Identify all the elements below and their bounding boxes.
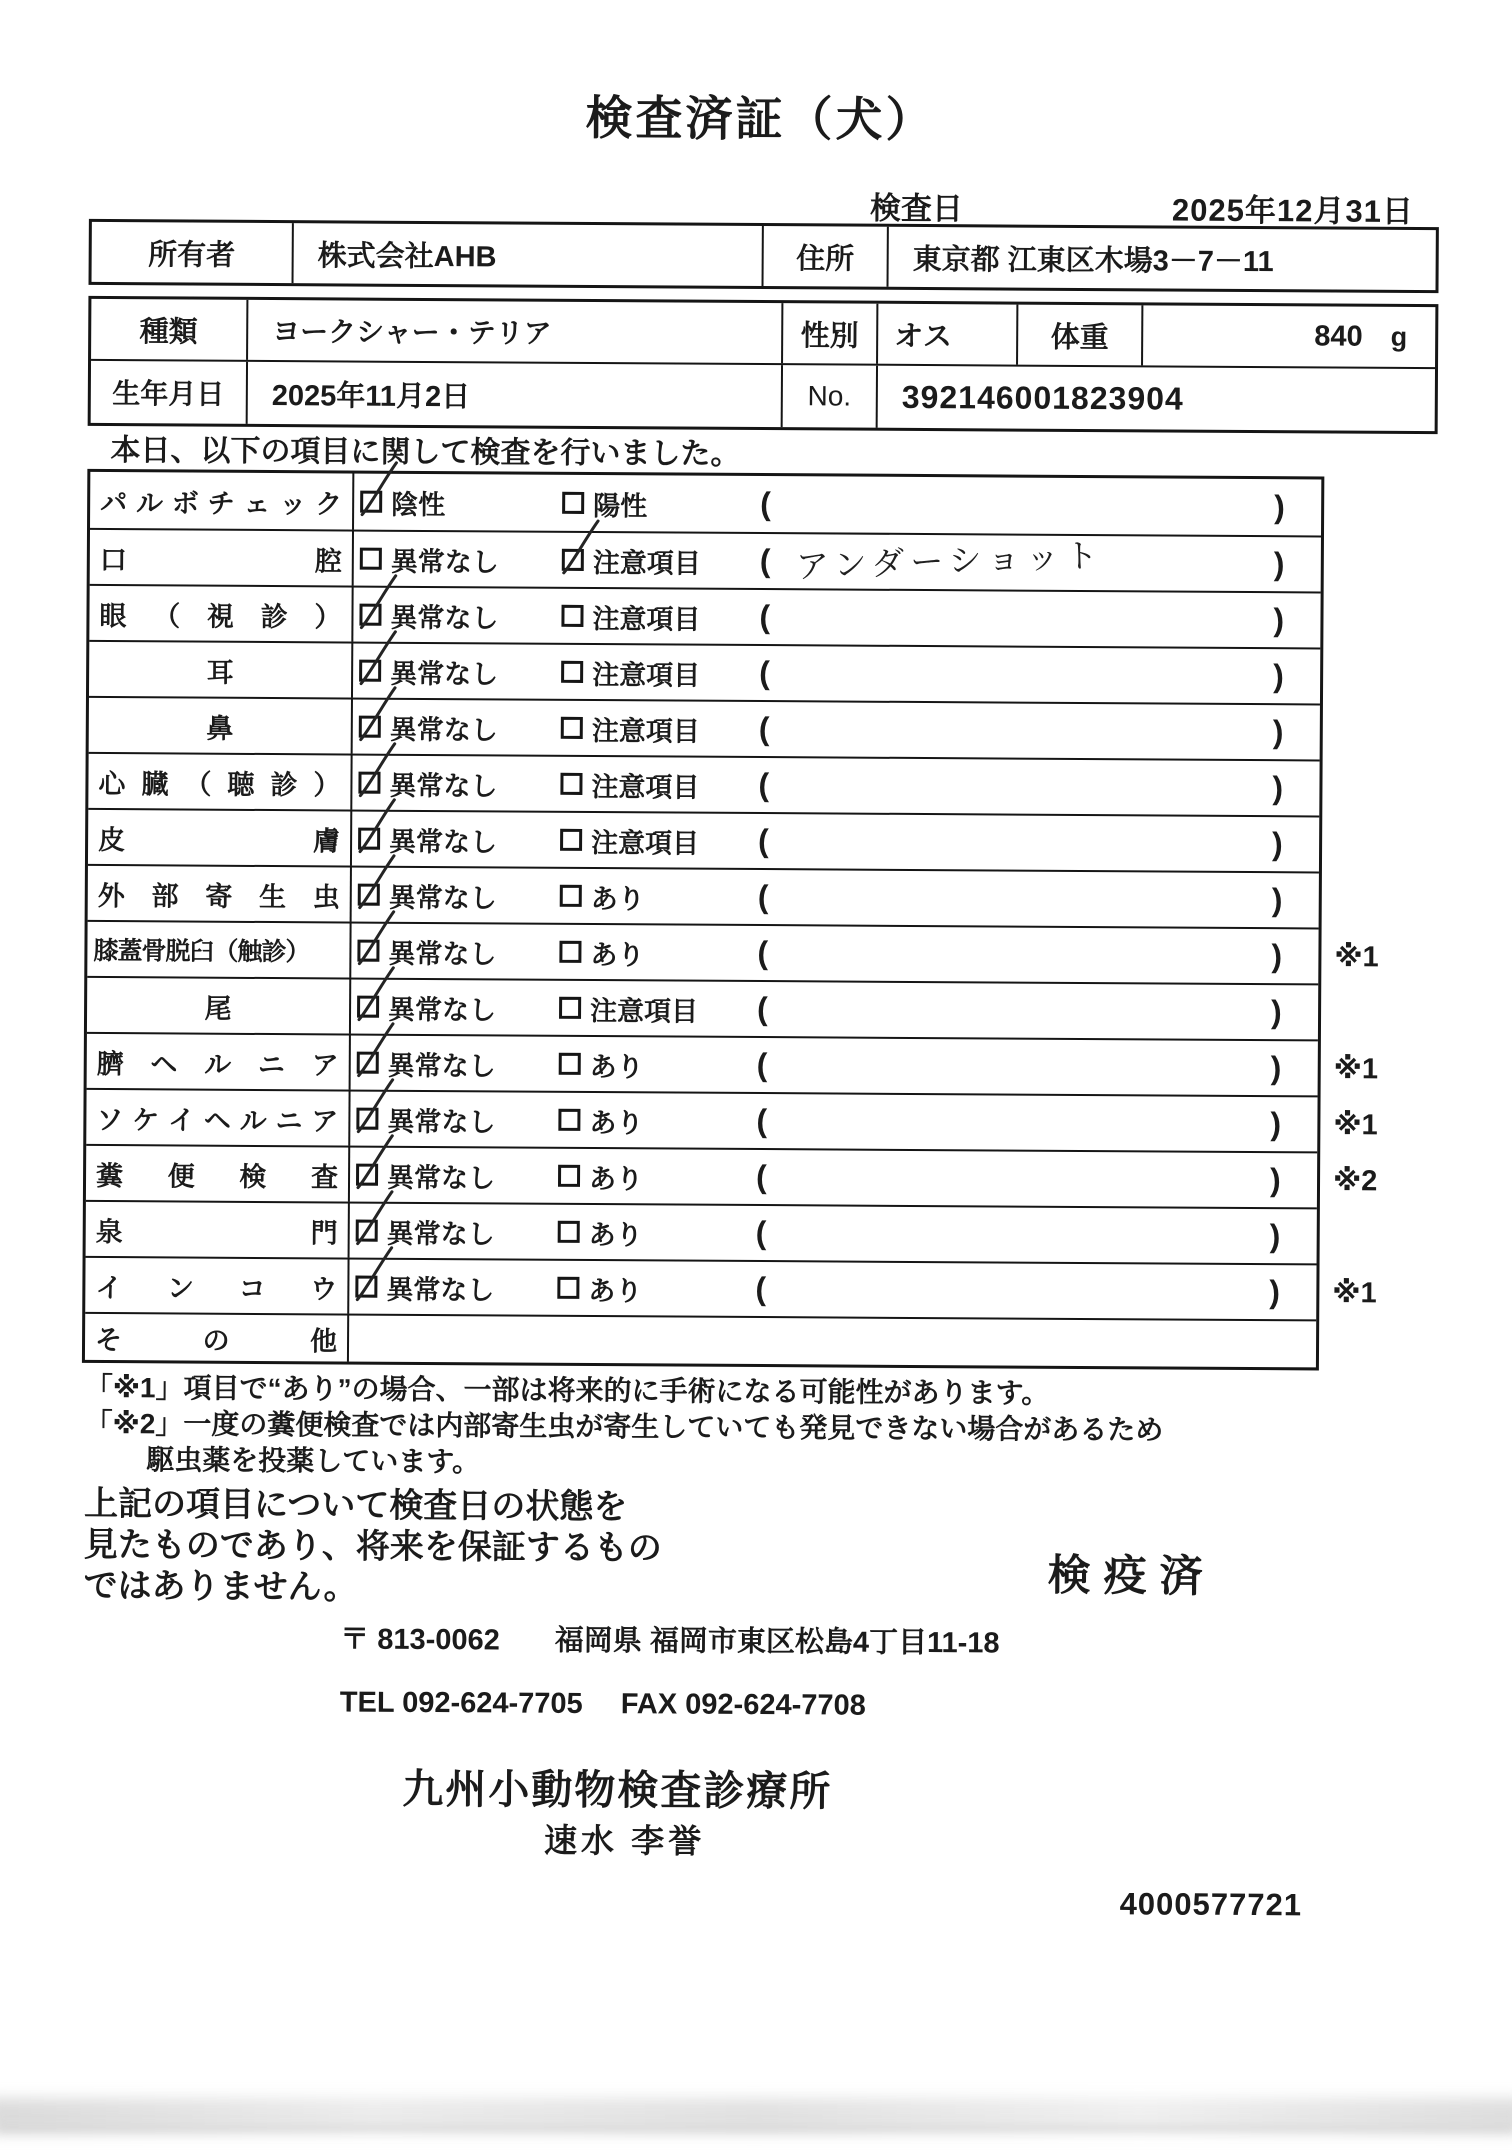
paren-close: ): [1272, 769, 1284, 806]
paren-close: ): [1273, 657, 1284, 694]
exam-row-content: [350, 1148, 1317, 1208]
exam-row-content: [352, 756, 1319, 816]
exam-row: [87, 1032, 1379, 1096]
exam-option: [357, 1036, 496, 1091]
exam-item-label: 膝蓋骨脱臼（触診）: [87, 922, 351, 978]
paren-close: ): [1270, 1049, 1282, 1086]
disclaimer-statement: [83, 1484, 662, 1611]
checkbox-checked: [357, 1052, 379, 1074]
checkbox-checked: [355, 1276, 377, 1298]
paren-open: (: [755, 1158, 767, 1195]
exam-item-label: 皮 膚: [88, 810, 352, 866]
clinic-tel: TEL 092-624-7705: [339, 1686, 583, 1720]
exam-item-label: 外 部 寄 生 虫: [88, 866, 352, 922]
exam-option: [359, 588, 498, 643]
paren-close: ): [1269, 1217, 1281, 1254]
exam-option: [558, 1093, 643, 1148]
checkbox-checked: [356, 1220, 378, 1242]
serial-number: 4000577721: [1119, 1886, 1303, 1923]
exam-row: [85, 1256, 1377, 1320]
exam-option: [562, 475, 647, 532]
exam-option: [356, 1092, 495, 1147]
exam-row: [89, 696, 1320, 760]
exam-option-label: 注意項目: [591, 771, 700, 803]
exam-row: [89, 640, 1320, 704]
inspection-date-value: 2025年12月31日: [1171, 192, 1415, 230]
paren-close: ): [1269, 1273, 1281, 1310]
paren-open: (: [757, 878, 769, 915]
exam-item-label: そ の 他: [85, 1314, 349, 1362]
exam-option: [561, 589, 700, 644]
checkbox-checked: [357, 940, 379, 962]
exam-option: [559, 925, 644, 980]
sex-value: オス: [876, 304, 1016, 365]
sex-label: 性別: [781, 303, 876, 364]
exam-option-label: 異常なし: [389, 770, 498, 801]
exam-item-label: 眼 （ 視 診 ）: [89, 586, 353, 642]
exam-option-label: あり: [588, 1163, 644, 1194]
exam-option-label: 異常なし: [388, 882, 497, 913]
exam-row: [88, 808, 1319, 872]
paren-open: (: [755, 1270, 767, 1307]
disclaimer-line-2: 見たものであり、将来を保証するもの: [83, 1525, 662, 1568]
exam-option-label: あり: [589, 1051, 644, 1082]
exam-option-label: 異常なし: [388, 938, 497, 969]
owner-label: 所有者: [148, 238, 236, 272]
paren-open: (: [759, 598, 771, 635]
exam-row: [88, 864, 1319, 928]
exam-row: [89, 584, 1320, 648]
checkbox-checked: [356, 1164, 378, 1186]
birth-label: 生年月日: [112, 378, 225, 410]
exam-option: [359, 644, 498, 699]
exam-row: [87, 920, 1379, 984]
disclaimer-line-1: 上記の項目について検査日の状態を: [83, 1484, 628, 1527]
exam-option-label: 異常なし: [386, 1162, 496, 1193]
exam-option: [357, 980, 496, 1035]
paren-close: ): [1272, 713, 1284, 750]
reference-mark: ※1: [1333, 1109, 1378, 1142]
exam-row-content: [354, 532, 1321, 592]
exam-option: [559, 1037, 644, 1092]
exam-option-label: 異常なし: [390, 602, 499, 633]
paren-close: ): [1271, 881, 1283, 918]
exam-row: [85, 1312, 1316, 1368]
paren-open: (: [758, 822, 769, 859]
exam-option-label: 陽性: [593, 490, 648, 521]
checkbox-unchecked: [560, 885, 582, 907]
exam-row-content: [354, 474, 1321, 536]
paren-open: (: [759, 654, 770, 691]
checkbox-unchecked: [557, 1277, 579, 1299]
checkbox-checked: [562, 549, 584, 571]
exam-item-label: 糞 便 検 査: [86, 1146, 350, 1202]
address-label: 住所: [762, 226, 887, 287]
clinic-postal-line: [340, 1616, 1000, 1661]
paren-open: (: [757, 934, 769, 971]
exam-option: [560, 813, 699, 868]
exam-option-label: 注意項目: [591, 715, 700, 747]
checkbox-checked: [359, 604, 381, 626]
exam-table: [82, 469, 1379, 1371]
exam-item-label: 心 臓 （ 聴 診 ）: [88, 754, 352, 810]
exam-row-content: [349, 1260, 1316, 1320]
exam-option: [558, 1149, 643, 1204]
intro-text: 本日、以下の項目に関して検査を行いました。: [110, 434, 741, 471]
reference-mark: ※1: [1333, 1053, 1379, 1086]
exam-option-label: 異常なし: [387, 994, 497, 1025]
page-title: 検査済証（犬）: [585, 90, 936, 147]
exam-option: [355, 1260, 494, 1315]
checkbox-checked: [357, 996, 379, 1018]
paren-open: (: [755, 1214, 767, 1251]
exam-option-label: あり: [589, 1107, 644, 1138]
exam-option: [560, 757, 699, 812]
pet-table-row-2: [91, 361, 1435, 431]
weight-cell: [1141, 305, 1435, 367]
paren-close: ): [1270, 1105, 1282, 1142]
checkbox-unchecked: [560, 829, 582, 851]
exam-option: [558, 1205, 643, 1260]
exam-option-label: 注意項目: [591, 827, 700, 859]
clinic-address: 福岡県 福岡市東区松島4丁目11-18: [554, 1624, 1000, 1660]
checkbox-unchecked: [559, 997, 581, 1019]
checkbox-checked: [356, 1108, 378, 1130]
reference-mark: ※1: [1334, 941, 1379, 974]
exam-row-content: [349, 1316, 1316, 1368]
exam-option-label: 異常なし: [386, 1274, 495, 1305]
exam-row: [86, 1088, 1378, 1152]
paren-open: (: [759, 542, 771, 579]
checkbox-checked: [358, 884, 380, 906]
checkbox-unchecked: [360, 548, 382, 570]
checkbox-checked: [360, 491, 382, 513]
weight-unit: g: [1390, 321, 1408, 352]
birth-value: 2025年11月2日: [246, 362, 781, 427]
checkbox-unchecked: [561, 717, 583, 739]
number-value: 392146001823904: [876, 366, 1435, 431]
checkbox-checked: [359, 716, 381, 738]
exam-row-content: [352, 812, 1319, 872]
exam-option: [356, 1148, 495, 1203]
exam-option: [358, 756, 497, 811]
paren-open: (: [758, 766, 770, 803]
quarantine-passed-stamp: 検疫済: [1047, 1551, 1216, 1601]
exam-row-content: [353, 644, 1320, 704]
exam-row: [86, 1200, 1317, 1264]
exam-item-label: 鼻: [89, 698, 353, 754]
exam-item-label: 尾: [87, 978, 351, 1034]
weight-label: 体重: [1016, 305, 1141, 366]
exam-option-label: 陰性: [391, 489, 446, 520]
inspection-date-label: 検査日: [869, 190, 964, 227]
exam-option: [359, 700, 498, 755]
paren-close: ): [1273, 545, 1285, 582]
exam-row: [86, 1144, 1378, 1208]
exam-row: [88, 752, 1319, 816]
checkbox-unchecked: [559, 941, 581, 963]
exam-option: [360, 474, 445, 531]
checkbox-checked: [358, 772, 380, 794]
scan-smear-artifact-2: [0, 2124, 1512, 2132]
checkbox-checked: [358, 828, 380, 850]
checkbox-unchecked: [561, 605, 583, 627]
exam-option: [561, 645, 700, 700]
exam-option: [356, 1204, 495, 1259]
exam-row: [87, 976, 1318, 1040]
exam-option: [360, 532, 499, 587]
exam-row-content: [353, 588, 1320, 648]
footnote-2-line1: 「※2」一度の糞便検査では内部寄生虫が寄生していても発見できない場合があるため: [84, 1407, 1164, 1446]
breed-value: ヨークシャー・テリア: [246, 300, 781, 363]
exam-row-content: [351, 1036, 1318, 1096]
paren-open: (: [756, 990, 768, 1027]
exam-item-label: 耳: [89, 642, 353, 698]
exam-option-label: あり: [590, 883, 645, 914]
veterinarian-name: 速水 李誉: [543, 1821, 706, 1860]
address-value: 東京都 江東区木場3－7－11: [887, 227, 1436, 290]
exam-row-content: [350, 1204, 1317, 1264]
exam-item-label: イ ン コ ウ: [85, 1258, 349, 1314]
exam-option-label: 注意項目: [592, 547, 701, 579]
exam-option: [562, 533, 701, 588]
exam-option: [358, 812, 497, 867]
exam-option-label: 異常なし: [386, 1218, 495, 1249]
paren-open: (: [756, 1046, 768, 1083]
exam-option-label: 注意項目: [592, 659, 701, 691]
exam-row-content: [351, 980, 1318, 1040]
reference-mark: ※2: [1332, 1165, 1378, 1198]
exam-row: [90, 528, 1321, 592]
paren-open: (: [758, 710, 770, 747]
paren-open: (: [756, 1102, 768, 1139]
exam-option-label: 注意項目: [592, 603, 701, 635]
exam-option: [560, 869, 645, 924]
footnote-1: 「※1」項目で“あり”の場合、一部は将来的に手術になる可能性があります。: [84, 1371, 1050, 1409]
pet-table: [88, 296, 1439, 434]
exam-option: [557, 1261, 642, 1316]
exam-row-content: [353, 700, 1320, 760]
owner-table: [89, 219, 1439, 293]
clinic-tel-line: [340, 1686, 866, 1722]
exam-item-label: 臍 ヘ ル ニ ア: [87, 1034, 351, 1090]
exam-row-content: [350, 1092, 1317, 1152]
breed-label: 種類: [139, 315, 198, 349]
paren-close: ): [1274, 488, 1285, 525]
checkbox-unchecked: [559, 1053, 581, 1075]
exam-option-label: あり: [588, 1219, 643, 1250]
exam-item-label: ソ ケ イ ヘ ル ニ ア: [86, 1090, 350, 1146]
footnote-2-line2: 駆虫薬を投薬しています。: [146, 1444, 481, 1478]
pet-table-row-1: [91, 299, 1435, 369]
exam-option: [358, 868, 497, 923]
checkbox-unchecked: [560, 773, 582, 795]
checkbox-unchecked: [558, 1109, 580, 1131]
checkbox-unchecked: [558, 1221, 580, 1243]
clinic-postal-code: 〒 813-0062: [340, 1623, 500, 1657]
exam-row: [90, 472, 1321, 536]
exam-option: [559, 981, 698, 1036]
exam-option-label: あり: [588, 1275, 643, 1306]
exam-row-content: [351, 924, 1318, 984]
exam-option-label: 異常なし: [390, 658, 499, 689]
exam-row-content: [352, 868, 1319, 928]
disclaimer-line-3: ではありません。: [83, 1566, 358, 1607]
paren-close: ): [1271, 825, 1283, 862]
exam-option-label: 注意項目: [589, 995, 699, 1027]
owner-value: 株式会社AHB: [292, 223, 762, 286]
clinic-fax: FAX 092-624-7708: [620, 1688, 866, 1722]
exam-option: [561, 701, 700, 756]
exam-option-label: あり: [590, 939, 645, 970]
exam-item-label: 泉 門: [86, 1202, 350, 1258]
weight-value: 840: [1314, 319, 1363, 353]
handwritten-note: アンダーショット: [795, 536, 1105, 585]
exam-item-label: パ ル ボ チ ェ ッ ク: [90, 472, 354, 530]
paren-open: (: [760, 485, 771, 522]
exam-option-label: 異常なし: [387, 1106, 496, 1137]
paren-close: ): [1271, 937, 1283, 974]
checkbox-checked: [359, 660, 381, 682]
reference-mark: ※1: [1332, 1277, 1377, 1310]
paren-close: ): [1270, 993, 1282, 1030]
checkbox-unchecked: [558, 1165, 580, 1187]
exam-item-label: 口 腔: [90, 530, 354, 586]
checkbox-unchecked: [561, 661, 583, 683]
exam-option-label: 異常なし: [387, 1050, 496, 1081]
number-label: No.: [781, 365, 876, 428]
exam-option: [357, 924, 496, 979]
exam-option-label: 異常なし: [389, 714, 498, 745]
exam-option-label: 異常なし: [390, 546, 499, 577]
exam-option-label: 異常なし: [389, 826, 498, 857]
paren-close: ): [1269, 1161, 1281, 1198]
checkbox-unchecked: [562, 492, 584, 514]
clinic-name: 九州小動物検査診療所: [402, 1765, 833, 1815]
paren-close: ): [1273, 601, 1285, 638]
